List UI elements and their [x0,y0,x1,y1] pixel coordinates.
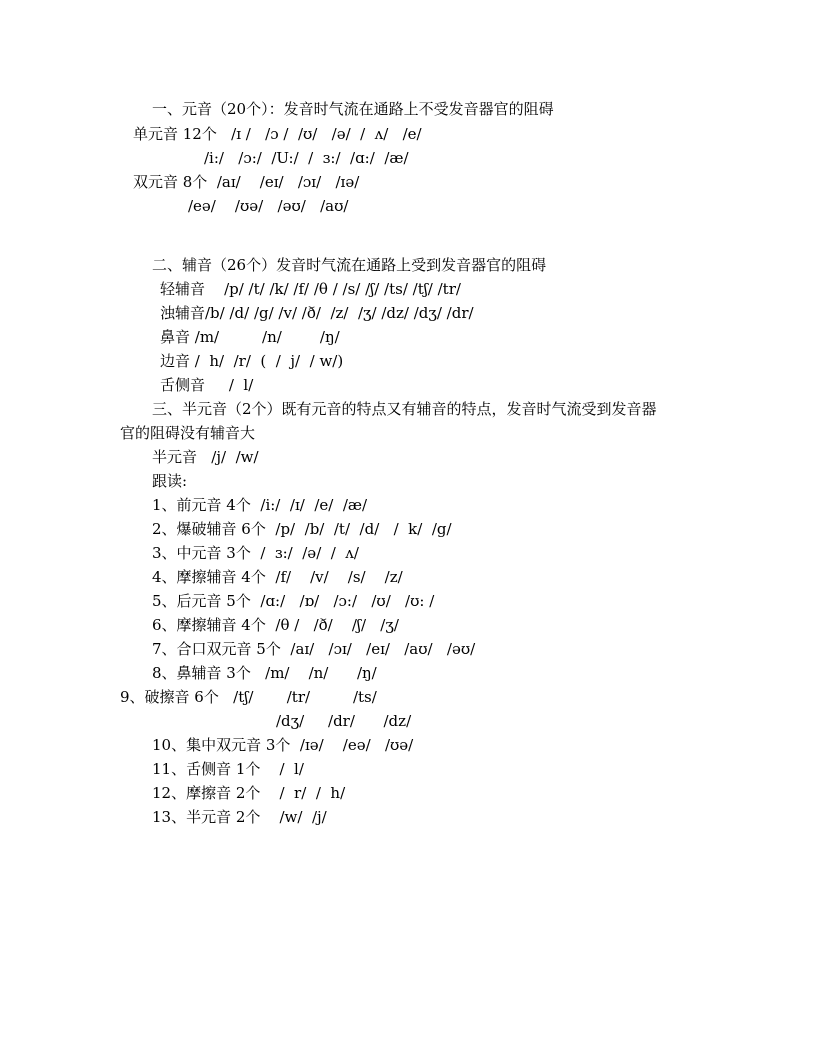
voiced-consonants: 浊辅音/b/ /d/ /g/ /v/ /ð/ /z/ /ʒ/ /dz/ /dʒ/ /dr/ [160,304,474,322]
list-item-6: 6、摩擦辅音 4个 /θ / /ð/ /ʃ/ /ʒ/ [152,616,399,634]
list-item-3: 3、中元音 3个 / ɜ:/ /ə/ / ʌ/ [152,544,359,562]
list-item-2: 2、爆破辅音 6个 /p/ /b/ /t/ /d/ / k/ /g/ [152,520,452,538]
heading-consonants: 二、辅音（26个）发音时气流在通路上受到发音器官的阻碍 [152,256,547,274]
heading-semivowels: 三、半元音（2个）既有元音的特点又有辅音的特点，发音时气流受到发音器 [152,400,657,418]
list-item-1: 1、前元音 4个 /i:/ /ɪ/ /e/ /æ/ [152,496,368,514]
list-item-10: 10、集中双元音 3个 /ɪə/ /eə/ /ʊə/ [152,736,414,754]
diphthong-line-2: /eə/ /ʊə/ /əʊ/ /aʊ/ [188,197,349,215]
heading-vowels: 一、元音（20个）：发音时气流在通路上不受发音器官的阻碍 [152,100,554,118]
semivowels: 半元音 /j/ /w/ [152,448,259,466]
list-item-4: 4、摩擦辅音 4个 /f/ /v/ /s/ /z/ [152,568,403,586]
list-item-5: 5、后元音 5个 /ɑ:/ /ɒ/ /ɔ:/ /ʊ/ /ʊ: / [152,592,435,610]
list-item-8: 8、鼻辅音 3个 /m/ /n/ /ŋ/ [152,664,377,682]
list-item-12: 12、摩擦音 2个 / r/ / h/ [152,784,346,802]
list-item-9-cont: /dʒ/ /dr/ /dz/ [276,712,412,730]
monophthong-line-1: 单元音 12个 /ɪ / /ɔ / /ʊ/ /ə/ / ʌ/ /e/ [133,125,422,143]
monophthong-line-2: /i:/ /ɔ:/ /U:/ / ɜ:/ /ɑ:/ /æ/ [204,149,409,167]
list-item-9: 9、破擦音 6个 /tʃ/ /tr/ /ts/ [120,688,377,706]
diphthong-line-1: 双元音 8个 /aɪ/ /eɪ/ /ɔɪ/ /ɪə/ [133,173,360,191]
lateral-sound: 舌侧音 / l/ [160,376,254,394]
follow-reading-label: 跟读: [152,472,188,490]
list-item-11: 11、舌侧音 1个 / l/ [152,760,304,778]
side-sounds: 边音 / h/ /r/ ( / j/ / w/) [160,352,344,370]
voiceless-consonants: 轻辅音 /p/ /t/ /k/ /f/ /θ / /s/ /ʃ/ /ts/ /tʃ/ /tr/ [160,280,461,298]
nasals: 鼻音 /m/ /n/ /ŋ/ [160,328,340,346]
list-item-7: 7、合口双元音 5个 /aɪ/ /ɔɪ/ /eɪ/ /aʊ/ /əʊ/ [152,640,476,658]
heading-semivowels-cont: 官的阻碍没有辅音大 [120,424,256,442]
list-item-13: 13、半元音 2个 /w/ /j/ [152,808,327,826]
